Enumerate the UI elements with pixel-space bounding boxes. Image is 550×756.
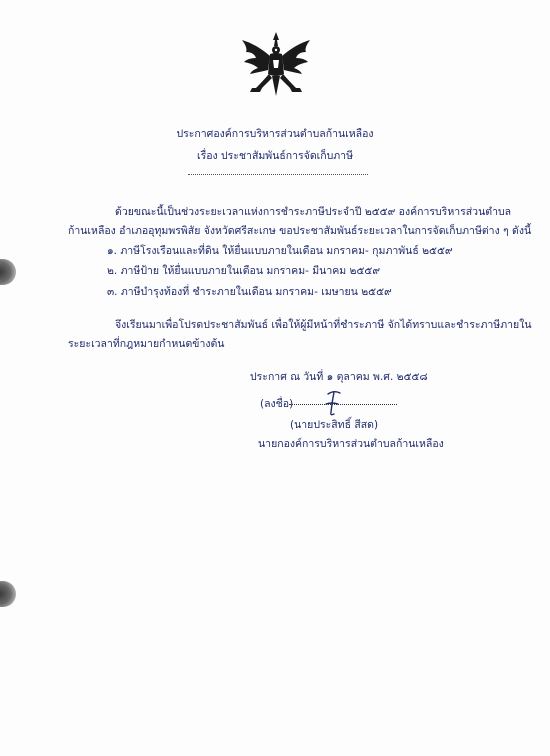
separator-dotted-line xyxy=(188,174,368,175)
tax-item-2: ๒. ภาษีป้าย ให้ยื่นแบบภายในเดือน มกราคม- มีนาคม ๒๕๕๙ xyxy=(107,265,381,277)
punch-hole-top xyxy=(0,259,16,285)
paragraph-2-line-1: จึงเรียนมาเพื่อโปรดประชาสัมพันธ์ เพื่อให้ผู้มีหน้าที่ชำระภาษี จักได้ทราบและชำระภาษีภายใน xyxy=(115,319,532,331)
tax-item-1: ๑. ภาษีโรงเรือนและที่ดิน ให้ยื่นแบบภายในเดือน มกราคม- กุมภาพันธ์ ๒๕๕๙ xyxy=(107,245,453,257)
paragraph-1-line-1: ด้วยขณะนี้เป็นช่วงระยะเวลาแห่งการชำระภาษีประจำปี ๒๕๕๙ องค์การบริหารส่วนตำบล xyxy=(115,206,512,218)
tax-item-3: ๓. ภาษีบำรุงท้องที่ ชำระภายในเดือน มกราคม- เมษายน ๒๕๕๙ xyxy=(107,286,392,298)
paragraph-2-line-2: ระยะเวลาที่กฎหมายกำหนดข้างต้น xyxy=(68,338,225,350)
signatory-position: นายกองค์การบริหารส่วนตำบลก้านเหลือง xyxy=(258,438,444,450)
garuda-emblem-icon xyxy=(236,30,316,100)
paragraph-1-line-2: ก้านเหลือง อำเภออุทุมพรพิสัย จังหวัดศรีสะเกษ ขอประชาสัมพันธ์ระยะเวลาในการจัดเก็บภาษีต่าง ๆ ดังนี้ xyxy=(68,225,532,237)
announcement-dateline: ประกาศ ณ วันที่ ๑ ตุลาคม พ.ศ. ๒๕๕๘ xyxy=(250,371,428,383)
signatory-name: (นายประสิทธิ์ สีสด) xyxy=(290,419,379,431)
punch-hole-bottom xyxy=(0,581,16,607)
subject-line: เรื่อง ประชาสัมพันธ์การจัดเก็บภาษี xyxy=(196,150,354,162)
signature-label: (ลงชื่อ) xyxy=(260,398,294,410)
handwritten-signature-icon xyxy=(322,388,344,418)
announcer-title: ประกาศองค์การบริหารส่วนตำบลก้านเหลือง xyxy=(176,128,374,140)
